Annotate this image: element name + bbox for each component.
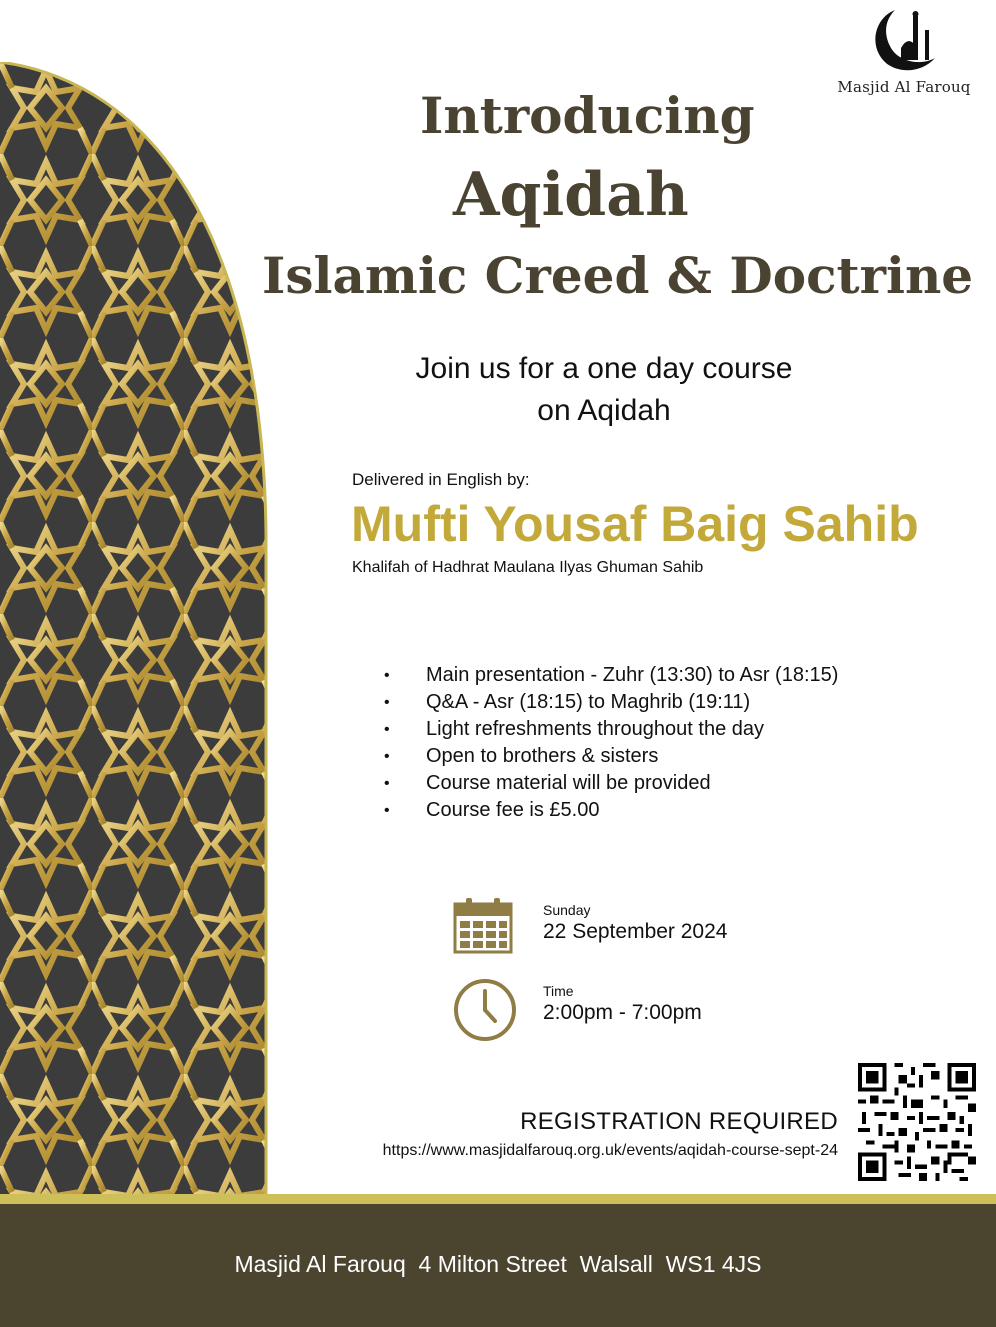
bullet-icon: •	[384, 721, 390, 738]
speaker-name: Mufti Yousaf Baig Sahib	[351, 496, 919, 552]
decorative-arch	[0, 62, 270, 1197]
bullet-icon: •	[384, 775, 390, 792]
mosque-crescent-icon	[865, 4, 943, 76]
event-date	[452, 896, 772, 956]
date-label: Sunday	[543, 902, 591, 918]
bullet-icon: •	[384, 802, 390, 819]
logo-text: Masjid Al Farouq	[837, 78, 971, 96]
intro-line-2: on Aqidah	[537, 394, 671, 427]
delivered-by-label: Delivered in English by:	[352, 470, 530, 489]
course-intro	[334, 348, 874, 432]
date-value: 22 September 2024	[543, 920, 728, 943]
bullet-icon: •	[384, 694, 390, 711]
registration-title: REGISTRATION REQUIRED	[520, 1108, 838, 1135]
title-introducing: Introducing	[420, 86, 755, 145]
event-time	[452, 977, 772, 1043]
bullet-icon: •	[384, 667, 390, 684]
time-value: 2:00pm - 7:00pm	[543, 1001, 702, 1024]
list-item: • Course material will be provided	[384, 770, 838, 797]
bullet-icon: •	[384, 748, 390, 765]
title-subtitle: Islamic Creed & Doctrine	[262, 246, 974, 305]
registration-qr-code[interactable]	[858, 1063, 976, 1181]
speaker-subtitle: Khalifah of Hadhrat Maulana Ilyas Ghuman Sahib	[352, 559, 704, 576]
time-label: Time	[543, 983, 574, 999]
intro-line-1: Join us for a one day course	[415, 352, 793, 385]
title-aqidah: Aqidah	[453, 160, 689, 230]
course-details-list	[384, 662, 838, 824]
list-item: • Open to brothers & sisters	[384, 743, 838, 770]
list-item: • Light refreshments throughout the day	[384, 716, 838, 743]
footer	[0, 1204, 996, 1327]
registration-url[interactable]: https://www.masjidalfarouq.org.uk/events/aqidah-course-sept-24	[382, 1142, 838, 1159]
clock-icon	[452, 977, 518, 1043]
footer-address: Masjid Al Farouq 4 Milton Street Walsall WS1 4JS	[234, 1251, 762, 1277]
masjid-logo	[820, 4, 988, 104]
calendar-icon	[452, 896, 514, 954]
list-item: • Q&A - Asr (18:15) to Maghrib (19:11)	[384, 689, 838, 716]
list-item: • Course fee is £5.00	[384, 797, 838, 824]
footer-divider	[0, 1194, 996, 1204]
list-item: • Main presentation - Zuhr (13:30) to Asr (18:15)	[384, 662, 838, 689]
